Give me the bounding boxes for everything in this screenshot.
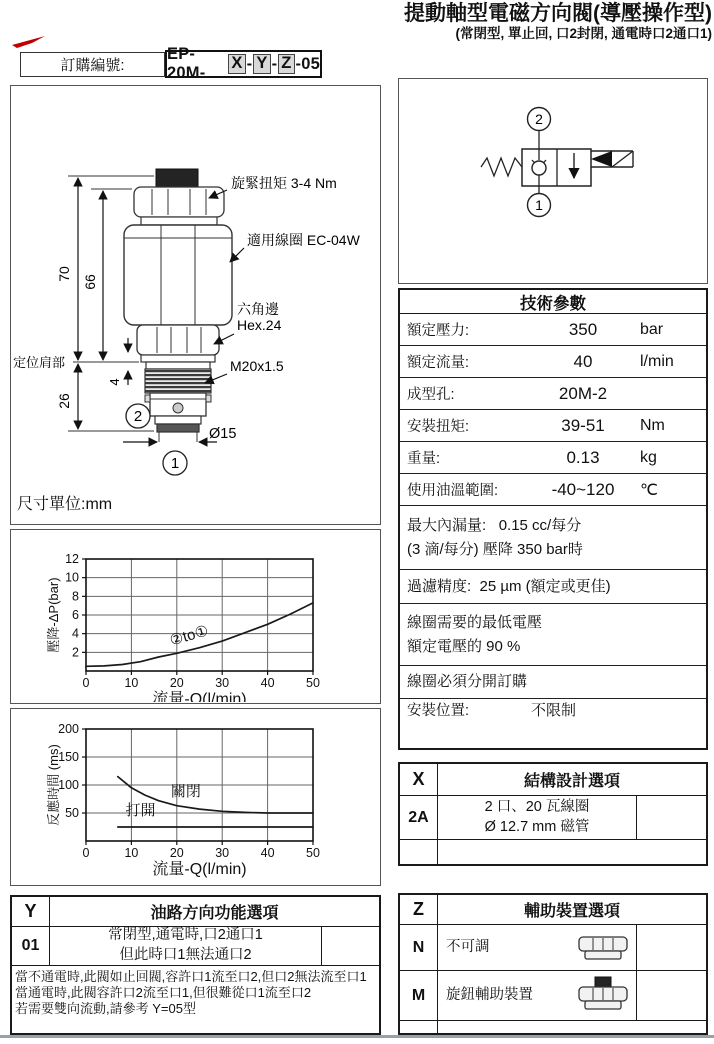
- param-unit: l/min: [640, 352, 674, 370]
- y-table-header-row: [12, 897, 379, 927]
- order-code-prefix: EP-20M-: [167, 45, 206, 82]
- svg-text:10: 10: [65, 570, 79, 585]
- x-table-header-row: [400, 764, 706, 796]
- order-option-z: Z: [278, 54, 294, 73]
- param-label: 使用油溫範圍:: [407, 483, 499, 499]
- drawing-port-1: 1: [170, 455, 180, 472]
- tech-params-table: [398, 288, 708, 750]
- dim-4: 4: [107, 378, 122, 386]
- y-row-desc-line2: 但此時口1無法通口2: [119, 947, 252, 963]
- order-code-sep2: -: [271, 54, 278, 73]
- dimension-unit-note: 尺寸單位:mm: [17, 496, 113, 513]
- svg-text:30: 30: [215, 676, 230, 690]
- x-table-title: 結構設計選項: [523, 773, 620, 790]
- order-code-suffix: -05: [295, 54, 320, 73]
- z-table-empty-row: [400, 1021, 706, 1033]
- param-unit: kg: [640, 448, 657, 466]
- param-value: 0.13: [566, 447, 600, 467]
- z-table-code: Z: [400, 895, 438, 924]
- y-note-line: 當通電時,此閥容許口2流至口1,但很難從口1流至口2: [15, 985, 312, 1000]
- svg-text:關閉: 關閉: [170, 783, 201, 801]
- partial-footer-marks: [640, 1039, 697, 1044]
- coil-label: 適用線圈 EC-04W: [247, 232, 360, 248]
- svg-text:20: 20: [169, 846, 184, 860]
- mounting-label: 安裝位置:: [407, 703, 470, 719]
- svg-text:40: 40: [260, 846, 275, 860]
- response-time-chart: [11, 709, 379, 884]
- x-row-desc-line2: Ø 12.7 mm 磁管: [484, 818, 590, 835]
- dim-70: 70: [56, 266, 72, 282]
- z-row-code: N: [400, 925, 438, 970]
- page-title: 提動軸型電磁方向閥(導壓操作型): [404, 2, 712, 25]
- title-block: [404, 2, 712, 42]
- y-row-desc: [50, 927, 321, 965]
- y-row-end-cell: [321, 927, 379, 965]
- y-table-row-01: [12, 927, 379, 965]
- hex-plug-knob-icon: [576, 976, 630, 1014]
- z-empty-code-cell: [400, 1021, 438, 1033]
- page-bottom-divider: [0, 1035, 714, 1038]
- voltage-line2: 額定電壓的 90 %: [407, 637, 521, 655]
- svg-text:40: 40: [260, 676, 275, 690]
- hex-plug-icon: [576, 934, 630, 962]
- y-options-table: [10, 895, 381, 1035]
- param-value: 39-51: [561, 415, 605, 435]
- y-note-line: 當不通電時,此閥如止回閥,容許口1流至口2,但口2無法流至口1: [15, 969, 367, 984]
- red-mark-icon: [12, 36, 46, 48]
- svg-text:0: 0: [82, 846, 90, 860]
- svg-text:150: 150: [58, 750, 79, 764]
- leakage-line1: [407, 514, 581, 537]
- svg-text:50: 50: [306, 676, 320, 690]
- shoulder-label: 定位肩部: [13, 355, 66, 370]
- param-value: 40: [573, 351, 593, 371]
- param-label: 成型孔:: [407, 387, 455, 403]
- z-empty-desc-cell: [438, 1021, 706, 1033]
- param-value: 20M-2: [558, 383, 608, 403]
- x-options-table: [398, 762, 708, 866]
- y-row-desc-line1: 常閉型,通電時,口2通口1: [108, 927, 263, 944]
- z-row-desc: [438, 971, 636, 1020]
- z-row-code: M: [400, 971, 438, 1020]
- page-subtitle: (常閉型, 單止回, 口2封閉, 通電時口2通口1): [455, 26, 712, 42]
- table-row: [400, 378, 706, 410]
- z-table-row-m: [400, 971, 706, 1021]
- symbol-port-2: 2: [535, 111, 543, 127]
- z-table-header-row: [400, 895, 706, 925]
- y-table-notes: [12, 965, 379, 1033]
- table-row: [400, 442, 706, 474]
- param-value: -40~120: [551, 479, 615, 499]
- param-label: 額定壓力:: [407, 323, 470, 339]
- hex-label-cn: 六角邊: [237, 301, 279, 317]
- coil-order-row: 線圈必須分開訂購: [400, 666, 706, 699]
- param-unit: Nm: [640, 416, 665, 434]
- z-row-end-cell: [636, 925, 706, 970]
- x-row-end-cell: [636, 796, 706, 839]
- param-unit: bar: [640, 320, 664, 338]
- z-table-row-n: [400, 925, 706, 971]
- response-time-chart-panel: [10, 708, 381, 886]
- leakage-value: 0.15 cc/每分: [498, 517, 582, 535]
- hex-label-en: Hex.24: [237, 317, 282, 333]
- dim-26: 26: [56, 393, 72, 409]
- filtration-line: [407, 575, 611, 598]
- order-code-sep1: -: [246, 54, 253, 73]
- svg-text:30: 30: [215, 846, 230, 860]
- torque-label: 旋緊扭矩 3-4 Nm: [231, 175, 337, 191]
- leakage-label: 最大內漏量:: [407, 517, 487, 535]
- drawing-port-2: 2: [133, 408, 143, 425]
- x-table-row-2a: [400, 796, 706, 840]
- svg-text:20: 20: [169, 676, 184, 690]
- dim-66: 66: [82, 274, 98, 290]
- x-row-desc-line1: 2 口、20 瓦線圈: [484, 798, 590, 815]
- svg-text:10: 10: [124, 846, 139, 860]
- y-table-code: Y: [12, 897, 50, 926]
- param-label: 重量:: [407, 451, 441, 467]
- voltage-row: [400, 604, 706, 666]
- order-number-label-text: 訂購編號:: [60, 57, 125, 74]
- pressure-drop-chart-panel: [10, 529, 381, 704]
- mounting-value: 不限制: [531, 702, 577, 719]
- table-row: [400, 314, 706, 346]
- param-label: 額定流量:: [407, 355, 470, 371]
- x-table-code: X: [400, 764, 438, 795]
- svg-text:12: 12: [65, 552, 79, 566]
- param-unit: ℃: [640, 481, 658, 499]
- filtration-value: 25 µm (額定或更佳): [479, 577, 611, 595]
- valve-drawing-panel: [10, 85, 381, 525]
- svg-text:100: 100: [58, 778, 79, 792]
- y-row-code: 01: [12, 927, 50, 965]
- table-row: [400, 474, 706, 506]
- pressure-drop-chart: [11, 530, 379, 702]
- svg-text:10: 10: [124, 676, 139, 690]
- symbol-port-1: 1: [535, 197, 543, 213]
- y-note-line: 若需要雙向流動,請參考 Y=05型: [15, 1001, 196, 1016]
- x-row-desc: [438, 796, 636, 839]
- table-row: [400, 410, 706, 442]
- x-empty-code-cell: [400, 840, 438, 864]
- filtration-label: 過濾精度:: [407, 577, 472, 595]
- svg-text:6: 6: [72, 608, 79, 622]
- svg-text:50: 50: [306, 846, 320, 860]
- svg-text:②to①: ②to①: [167, 622, 211, 650]
- z-row-end-cell: [636, 971, 706, 1020]
- svg-text:流量-Q(l/min): 流量-Q(l/min): [152, 691, 247, 702]
- thread-label: M20x1.5: [230, 358, 284, 374]
- tech-params-header: 技術參數: [400, 290, 706, 314]
- hydraulic-symbol-panel: [398, 78, 708, 284]
- svg-text:流量-Q(l/min): 流量-Q(l/min): [152, 861, 247, 878]
- param-value: 350: [568, 319, 598, 339]
- svg-text:0: 0: [82, 676, 90, 690]
- leakage-note: (3 滴/每分) 壓降 350 bar時: [407, 540, 583, 558]
- order-option-x: X: [228, 54, 245, 73]
- filtration-row: [400, 570, 706, 604]
- order-code: [165, 45, 322, 82]
- valve-drawing: [11, 86, 379, 523]
- z-row-desc-text: 旋鈕輔助裝置: [446, 986, 533, 1003]
- svg-text:打開: 打開: [125, 802, 156, 820]
- voltage-line1: 線圈需要的最低電壓: [407, 614, 543, 632]
- svg-text:壓降-ΔP(bar): 壓降-ΔP(bar): [46, 577, 61, 653]
- order-option-y: Y: [253, 54, 270, 73]
- svg-text:200: 200: [58, 722, 79, 736]
- svg-text:8: 8: [72, 589, 79, 604]
- z-table-title: 輔助裝置選項: [523, 903, 620, 920]
- diameter-label: Ø15: [209, 426, 237, 442]
- z-row-desc: [438, 925, 636, 970]
- mounting-row: [400, 699, 706, 720]
- param-label: 安裝扭矩:: [407, 419, 470, 435]
- svg-text:4: 4: [72, 626, 79, 641]
- hydraulic-symbol: [399, 79, 706, 282]
- table-row: [400, 346, 706, 378]
- svg-text:反應時間 (ms): 反應時間 (ms): [46, 744, 61, 826]
- x-table-empty-row: [400, 840, 706, 864]
- z-row-desc-text: 不可調: [446, 938, 490, 955]
- order-number-label: [20, 52, 165, 77]
- svg-text:50: 50: [65, 806, 79, 820]
- x-row-code: 2A: [400, 796, 438, 839]
- z-options-table: [398, 893, 708, 1035]
- y-table-title: 油路方向功能選項: [150, 905, 279, 922]
- x-empty-desc-cell: [438, 840, 706, 864]
- leakage-row: [400, 506, 706, 570]
- svg-text:2: 2: [72, 645, 79, 660]
